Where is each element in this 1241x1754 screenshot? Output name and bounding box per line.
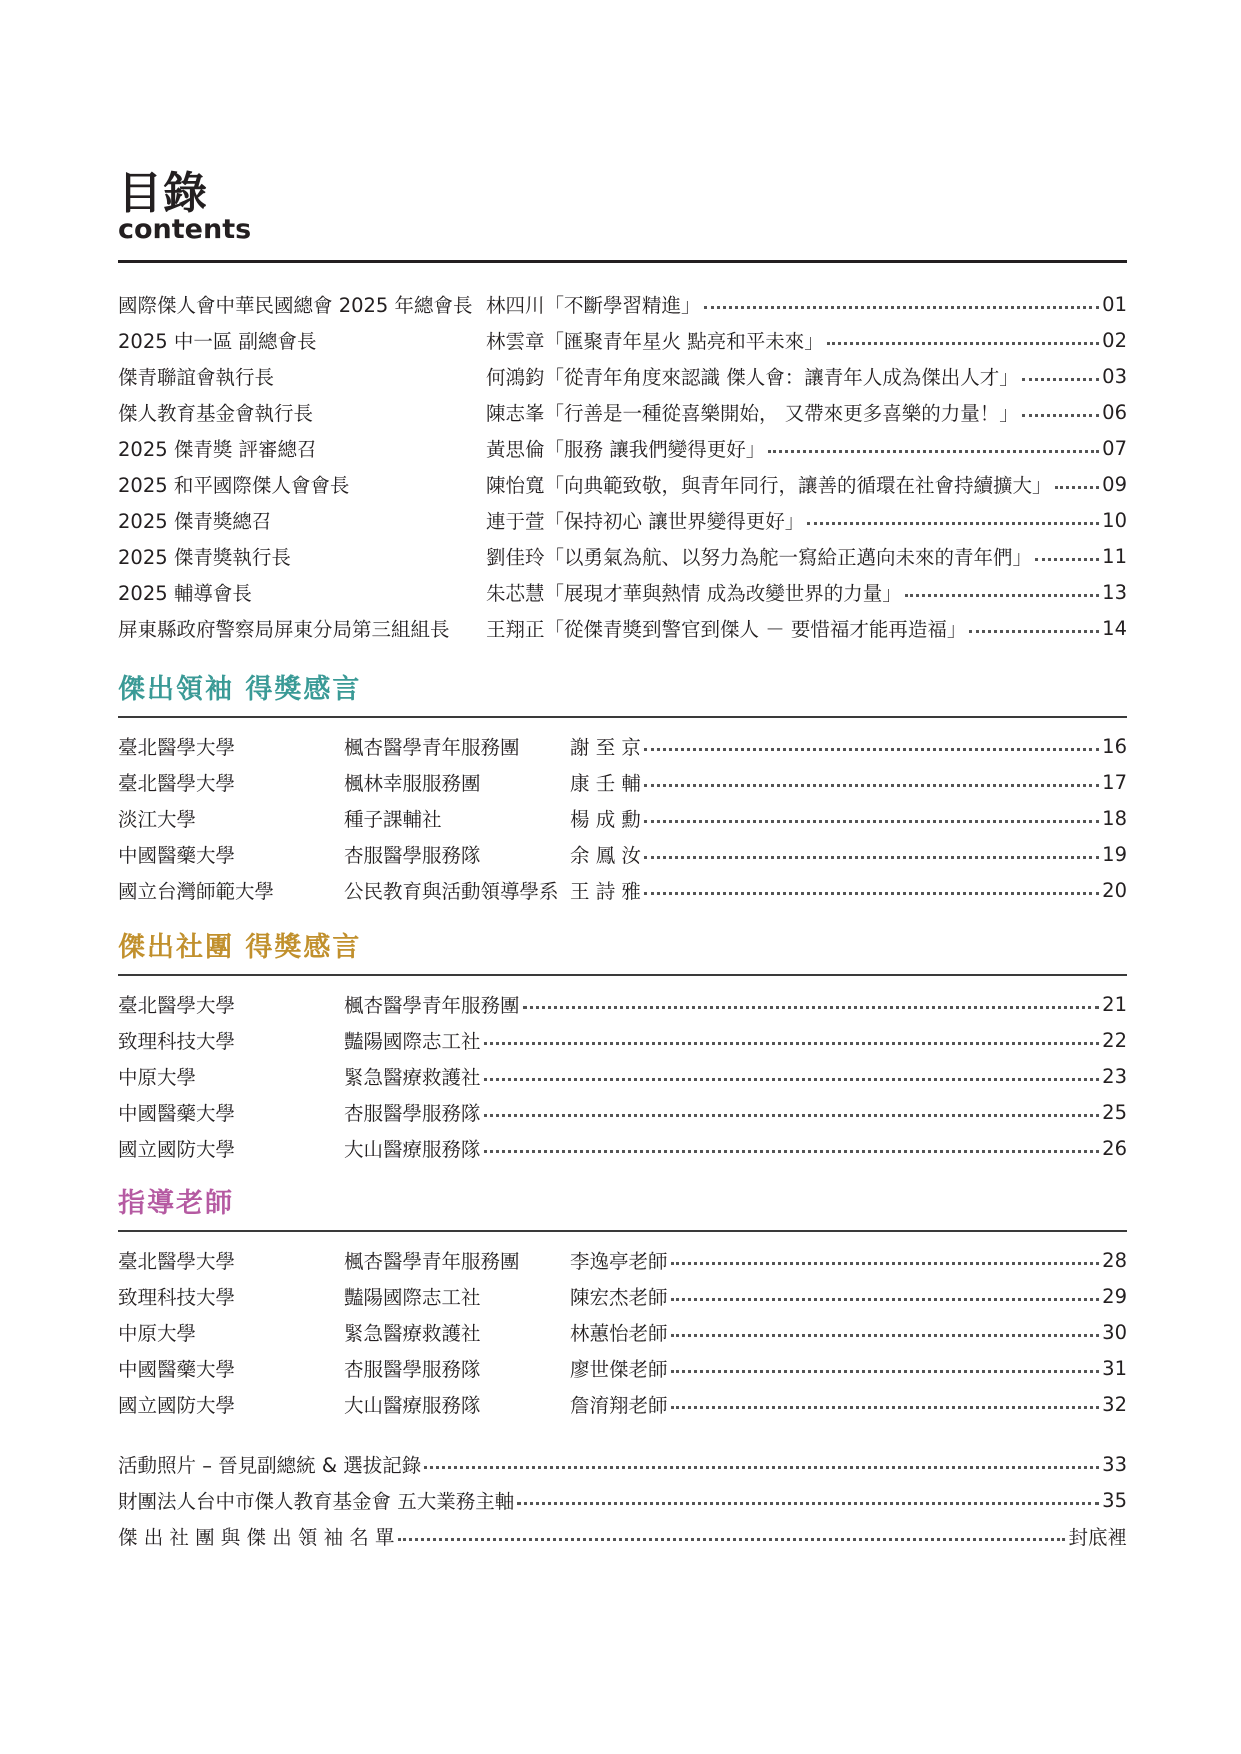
toc-entry[interactable] (118, 322, 1127, 358)
toc-entry[interactable] (118, 1386, 1127, 1422)
page-subtitle: contents (118, 214, 252, 245)
toc-school: 臺北醫學大學 (118, 772, 236, 795)
dot-leader (484, 1150, 1100, 1153)
page-number: 17 (1102, 770, 1127, 794)
toc-school: 國立國防大學 (118, 1138, 236, 1161)
toc-entry[interactable] (118, 502, 1127, 538)
page-number: 29 (1102, 1284, 1127, 1308)
page-number: 19 (1102, 842, 1127, 866)
toc-entry[interactable] (118, 1314, 1127, 1350)
toc-school: 臺北醫學大學 (118, 994, 236, 1017)
toc-title: 劉佳玲「以勇氣為航、以努力為舵一寫給正邁向未來的青年們」 (486, 546, 1033, 569)
page-title: 目錄 (118, 168, 208, 219)
page-number: 32 (1102, 1392, 1127, 1416)
dot-leader (671, 1370, 1100, 1373)
dot-leader (969, 630, 1099, 633)
toc-entry[interactable] (118, 872, 1127, 908)
page-number: 02 (1102, 328, 1127, 352)
toc-school: 中國醫藥大學 (118, 1358, 236, 1381)
toc-club: 杏服醫學服務隊 (344, 844, 481, 867)
toc-club: 緊急醫療救護社 (344, 1322, 481, 1345)
toc-entry[interactable] (118, 466, 1127, 502)
page-number: 22 (1102, 1028, 1127, 1052)
dot-leader (644, 856, 1099, 859)
toc-name: 林蕙怡老師 (570, 1322, 668, 1345)
toc-title: 傑 出 社 團 與 傑 出 領 袖 名 單 (118, 1526, 395, 1549)
toc-club: 楓杏醫學青年服務團 (344, 736, 520, 759)
dot-leader (671, 1406, 1100, 1409)
page-number: 09 (1102, 472, 1127, 496)
dot-leader (807, 522, 1099, 525)
toc-school: 致理科技大學 (118, 1030, 236, 1053)
page-number: 06 (1102, 400, 1127, 424)
toc-name: 楊 成 勳 (570, 808, 641, 831)
toc-title: 林雲章「匯聚青年星火 點亮和平未來」 (486, 330, 824, 353)
toc-club: 楓杏醫學青年服務團 (344, 1250, 520, 1273)
toc-school: 中國醫藥大學 (118, 1102, 236, 1125)
leaders-heading: 傑出領袖 得獎感言 (118, 674, 362, 705)
toc-title: 黃思倫「服務 讓我們變得更好」 (486, 438, 766, 461)
toc-role: 傑人教育基金會執行長 (118, 402, 314, 425)
dot-leader (644, 892, 1099, 895)
dot-leader (484, 1078, 1100, 1081)
dot-leader (671, 1334, 1100, 1337)
toc-name: 謝 至 京 (570, 736, 641, 759)
page-number: 20 (1102, 878, 1127, 902)
dot-leader (484, 1114, 1100, 1117)
toc-title: 林四川「不斷學習精進」 (486, 294, 701, 317)
teachers-divider (118, 1230, 1127, 1232)
page-number: 01 (1102, 292, 1127, 316)
toc-club: 杏服醫學服務隊 (344, 1102, 481, 1125)
page-number: 11 (1102, 544, 1127, 568)
clubs-heading: 傑出社團 得獎感言 (118, 932, 362, 963)
toc-club: 緊急醫療救護社 (344, 1066, 481, 1089)
toc-school: 中原大學 (118, 1066, 197, 1089)
intro-list (118, 286, 1127, 646)
page-number: 13 (1102, 580, 1127, 604)
dot-leader (484, 1042, 1100, 1045)
toc-entry[interactable] (118, 1518, 1127, 1554)
dot-leader (768, 450, 1099, 453)
toc-name: 康 壬 輔 (570, 772, 641, 795)
page-number: 封底裡 (1068, 1526, 1127, 1549)
title-divider (118, 260, 1127, 263)
toc-school: 臺北醫學大學 (118, 1250, 236, 1273)
dot-leader (827, 342, 1099, 345)
leaders-section (118, 672, 1127, 908)
toc-club: 楓林幸服服務團 (344, 772, 481, 795)
toc-entry[interactable] (118, 358, 1127, 394)
page-number: 28 (1102, 1248, 1127, 1272)
toc-entry[interactable] (118, 1058, 1127, 1094)
dot-leader (1022, 414, 1099, 417)
intro-section (118, 286, 1127, 646)
toc-title: 王翔正「從傑青獎到警官到傑人 － 要惜福才能再造福」 (486, 618, 967, 641)
toc-title: 陳志峯「行善是一種從喜樂開始， 又帶來更多喜樂的力量！」 (486, 402, 1019, 425)
toc-entry[interactable] (118, 286, 1127, 322)
toc-club: 楓杏醫學青年服務團 (344, 994, 520, 1017)
toc-club: 杏服醫學服務隊 (344, 1358, 481, 1381)
clubs-divider (118, 974, 1127, 976)
toc-role: 2025 中一區 副總會長 (118, 330, 317, 353)
toc-title: 陳怡寬「向典範致敬，與青年同行，讓善的循環在社會持續擴大」 (486, 474, 1052, 497)
toc-name: 廖世傑老師 (570, 1358, 668, 1381)
toc-role: 2025 輔導會長 (118, 582, 252, 605)
leaders-divider (118, 716, 1127, 718)
dot-leader (671, 1262, 1100, 1265)
teachers-heading: 指導老師 (118, 1188, 234, 1219)
toc-entry[interactable] (118, 610, 1127, 646)
toc-club: 大山醫療服務隊 (344, 1394, 481, 1417)
toc-role: 2025 傑青獎 評審總召 (118, 438, 317, 461)
toc-school: 國立台灣師範大學 (118, 880, 275, 903)
page-number: 33 (1102, 1452, 1127, 1476)
toc-entry[interactable] (118, 430, 1127, 466)
toc-entry[interactable] (118, 1446, 1127, 1482)
toc-school: 國立國防大學 (118, 1394, 236, 1417)
toc-entry[interactable] (118, 1130, 1127, 1166)
dot-leader (1022, 378, 1099, 381)
clubs-list (118, 986, 1127, 1166)
toc-entry[interactable] (118, 1482, 1127, 1518)
extras-section (118, 1446, 1127, 1554)
page-number: 25 (1102, 1100, 1127, 1124)
page-number: 07 (1102, 436, 1127, 460)
toc-entry[interactable] (118, 1350, 1127, 1386)
clubs-section (118, 930, 1127, 1166)
toc-entry[interactable] (118, 986, 1127, 1022)
toc-club: 豔陽國際志工社 (344, 1286, 481, 1309)
toc-school: 臺北醫學大學 (118, 736, 236, 759)
toc-entry[interactable] (118, 394, 1127, 430)
dot-leader (424, 1466, 1099, 1469)
dot-leader (644, 748, 1099, 751)
page-number: 10 (1102, 508, 1127, 532)
toc-entry[interactable] (118, 836, 1127, 872)
dot-leader (704, 306, 1100, 309)
teachers-list (118, 1242, 1127, 1422)
toc-title: 何鴻鈞「從青年角度來認識 傑人會：讓青年人成為傑出人才」 (486, 366, 1019, 389)
toc-entry[interactable] (118, 764, 1127, 800)
dot-leader (671, 1298, 1100, 1301)
toc-name: 詹淯翔老師 (570, 1394, 668, 1417)
toc-entry[interactable] (118, 574, 1127, 610)
toc-entry[interactable] (118, 1278, 1127, 1314)
toc-role: 國際傑人會中華民國總會 2025 年總會長 (118, 294, 473, 317)
toc-name: 李逸亭老師 (570, 1250, 668, 1273)
page-number: 35 (1102, 1488, 1127, 1512)
toc-role: 2025 傑青獎總召 (118, 510, 272, 533)
page-number: 23 (1102, 1064, 1127, 1088)
dot-leader (644, 784, 1099, 787)
extras-list (118, 1446, 1127, 1554)
toc-club: 大山醫療服務隊 (344, 1138, 481, 1161)
page-number: 21 (1102, 992, 1127, 1016)
page-number: 16 (1102, 734, 1127, 758)
page-number: 31 (1102, 1356, 1127, 1380)
toc-role: 2025 和平國際傑人會會長 (118, 474, 350, 497)
toc-name: 余 鳳 汝 (570, 844, 641, 867)
toc-club: 豔陽國際志工社 (344, 1030, 481, 1053)
page-number: 30 (1102, 1320, 1127, 1344)
dot-leader (905, 594, 1099, 597)
dot-leader (1035, 558, 1099, 561)
toc-school: 致理科技大學 (118, 1286, 236, 1309)
toc-title: 財團法人台中市傑人教育基金會 五大業務主軸 (118, 1490, 515, 1513)
toc-title: 朱芯慧「展現才華與熱情 成為改變世界的力量」 (486, 582, 902, 605)
toc-title: 活動照片 – 晉見副總統 & 選拔記錄 (118, 1454, 422, 1477)
toc-entry[interactable] (118, 1242, 1127, 1278)
toc-club: 公民教育與活動領導學系 (344, 880, 559, 903)
dot-leader (644, 820, 1099, 823)
dot-leader (523, 1006, 1100, 1009)
toc-entry[interactable] (118, 1022, 1127, 1058)
toc-name: 陳宏杰老師 (570, 1286, 668, 1309)
teachers-section (118, 1186, 1127, 1422)
toc-school: 中原大學 (118, 1322, 197, 1345)
leaders-list (118, 728, 1127, 908)
dot-leader (398, 1538, 1066, 1541)
page-number: 14 (1102, 616, 1127, 640)
toc-entry[interactable] (118, 1094, 1127, 1130)
toc-title: 連于萱「保持初心 讓世界變得更好」 (486, 510, 805, 533)
toc-entry[interactable] (118, 538, 1127, 574)
toc-role: 2025 傑青獎執行長 (118, 546, 291, 569)
toc-club: 種子課輔社 (344, 808, 442, 831)
toc-entry[interactable] (118, 728, 1127, 764)
page-number: 26 (1102, 1136, 1127, 1160)
dot-leader (1055, 486, 1100, 489)
page-number: 18 (1102, 806, 1127, 830)
toc-role: 屏東縣政府警察局屏東分局第三組組長 (118, 618, 450, 641)
toc-role: 傑青聯誼會執行長 (118, 366, 275, 389)
dot-leader (517, 1502, 1099, 1505)
page-number: 03 (1102, 364, 1127, 388)
toc-school: 中國醫藥大學 (118, 844, 236, 867)
toc-entry[interactable] (118, 800, 1127, 836)
toc-school: 淡江大學 (118, 808, 197, 831)
toc-name: 王 詩 雅 (570, 880, 641, 903)
